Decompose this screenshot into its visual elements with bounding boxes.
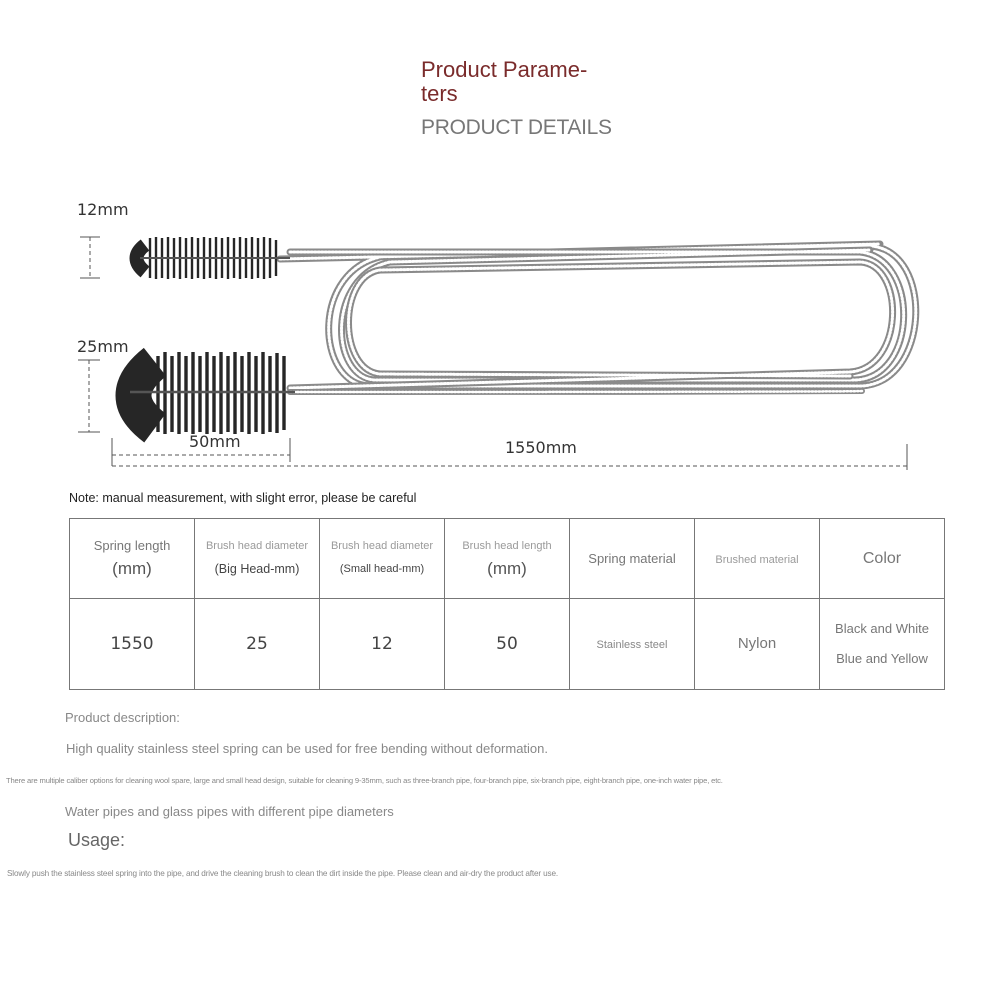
value-spring-length — [70, 599, 195, 690]
header-color — [820, 519, 945, 599]
header-label: Brush head diameter — [205, 539, 309, 552]
value-small-head-diameter — [320, 599, 445, 690]
cell-value: 12 — [371, 634, 393, 654]
header-unit: (Big Head-mm) — [214, 561, 300, 576]
value-spring-material — [570, 599, 695, 690]
spring-coil — [280, 244, 916, 392]
big-brush-head — [130, 352, 295, 434]
header-label: Brush head diameter — [330, 539, 434, 552]
page-title: Product Parame- ters — [421, 57, 588, 106]
brush-illustration — [0, 180, 1000, 480]
header-spring-material — [570, 519, 695, 599]
header-label: Color — [862, 549, 902, 567]
header-label: Spring material — [588, 550, 676, 566]
value-brushed-material — [695, 599, 820, 690]
cell-value: Nylon — [737, 635, 777, 652]
usage-text: Slowly push the stainless steel spring into the pipe, and drive the cleaning brush to clean the dirt inside the pipe. Please clean and air-dry the product after use. — [7, 869, 558, 878]
spring-length-label: 1550mm — [505, 438, 577, 457]
cell-value: 50 — [496, 634, 518, 654]
big-head-dimension-marker — [78, 360, 100, 432]
big-head-diameter-label: 25mm — [77, 337, 129, 356]
value-brush-head-length — [445, 599, 570, 690]
header-unit: (mm) — [487, 558, 527, 578]
header-brush-head-length — [445, 519, 570, 599]
header-label: Brush head length — [462, 539, 552, 552]
color-option: Blue and Yellow — [836, 651, 928, 666]
header-label: Brushed material — [715, 553, 799, 566]
cell-value: Stainless steel — [596, 639, 668, 651]
header-small-head-diameter — [320, 519, 445, 599]
description-line-3: Water pipes and glass pipes with different pipe diameters — [65, 804, 394, 819]
cell-value: 25 — [246, 634, 268, 654]
header-spring-length — [70, 519, 195, 599]
head-length-dimension-line — [112, 438, 290, 466]
table-row — [70, 599, 945, 690]
header-big-head-diameter — [195, 519, 320, 599]
description-line-1: High quality stainless steel spring can be used for free bending without deformation. — [66, 741, 549, 756]
color-option: Black and White — [835, 621, 929, 636]
page-subtitle: PRODUCT DETAILS — [421, 116, 612, 139]
value-big-head-diameter — [195, 599, 320, 690]
small-brush-head — [137, 237, 291, 279]
header-unit: (mm) — [112, 558, 152, 578]
cell-value: 1550 — [110, 634, 154, 654]
description-line-2: There are multiple caliber options for cleaning wool spare, large and small head design, suitable for cleaning 9-35mm, such as three-branch pipe, four-branch pipe, six-branch pipe, eight-branch pipe, one-inch water pipe, etc. — [6, 776, 723, 785]
header-label: Spring length — [93, 537, 171, 553]
parameters-table — [69, 518, 945, 690]
usage-heading: Usage: — [68, 830, 126, 850]
small-head-dimension-marker — [80, 237, 100, 278]
small-head-diameter-label: 12mm — [77, 200, 129, 219]
measurement-note: Note: manual measurement, with slight error, please be careful — [69, 491, 417, 505]
table-header-row — [70, 519, 945, 599]
spring-length-dimension-line — [112, 444, 907, 470]
header-unit: (Small head-mm) — [339, 562, 425, 575]
header-brushed-material — [695, 519, 820, 599]
value-color — [820, 599, 945, 690]
description-heading: Product description: — [65, 710, 180, 725]
head-length-label: 50mm — [189, 432, 241, 451]
